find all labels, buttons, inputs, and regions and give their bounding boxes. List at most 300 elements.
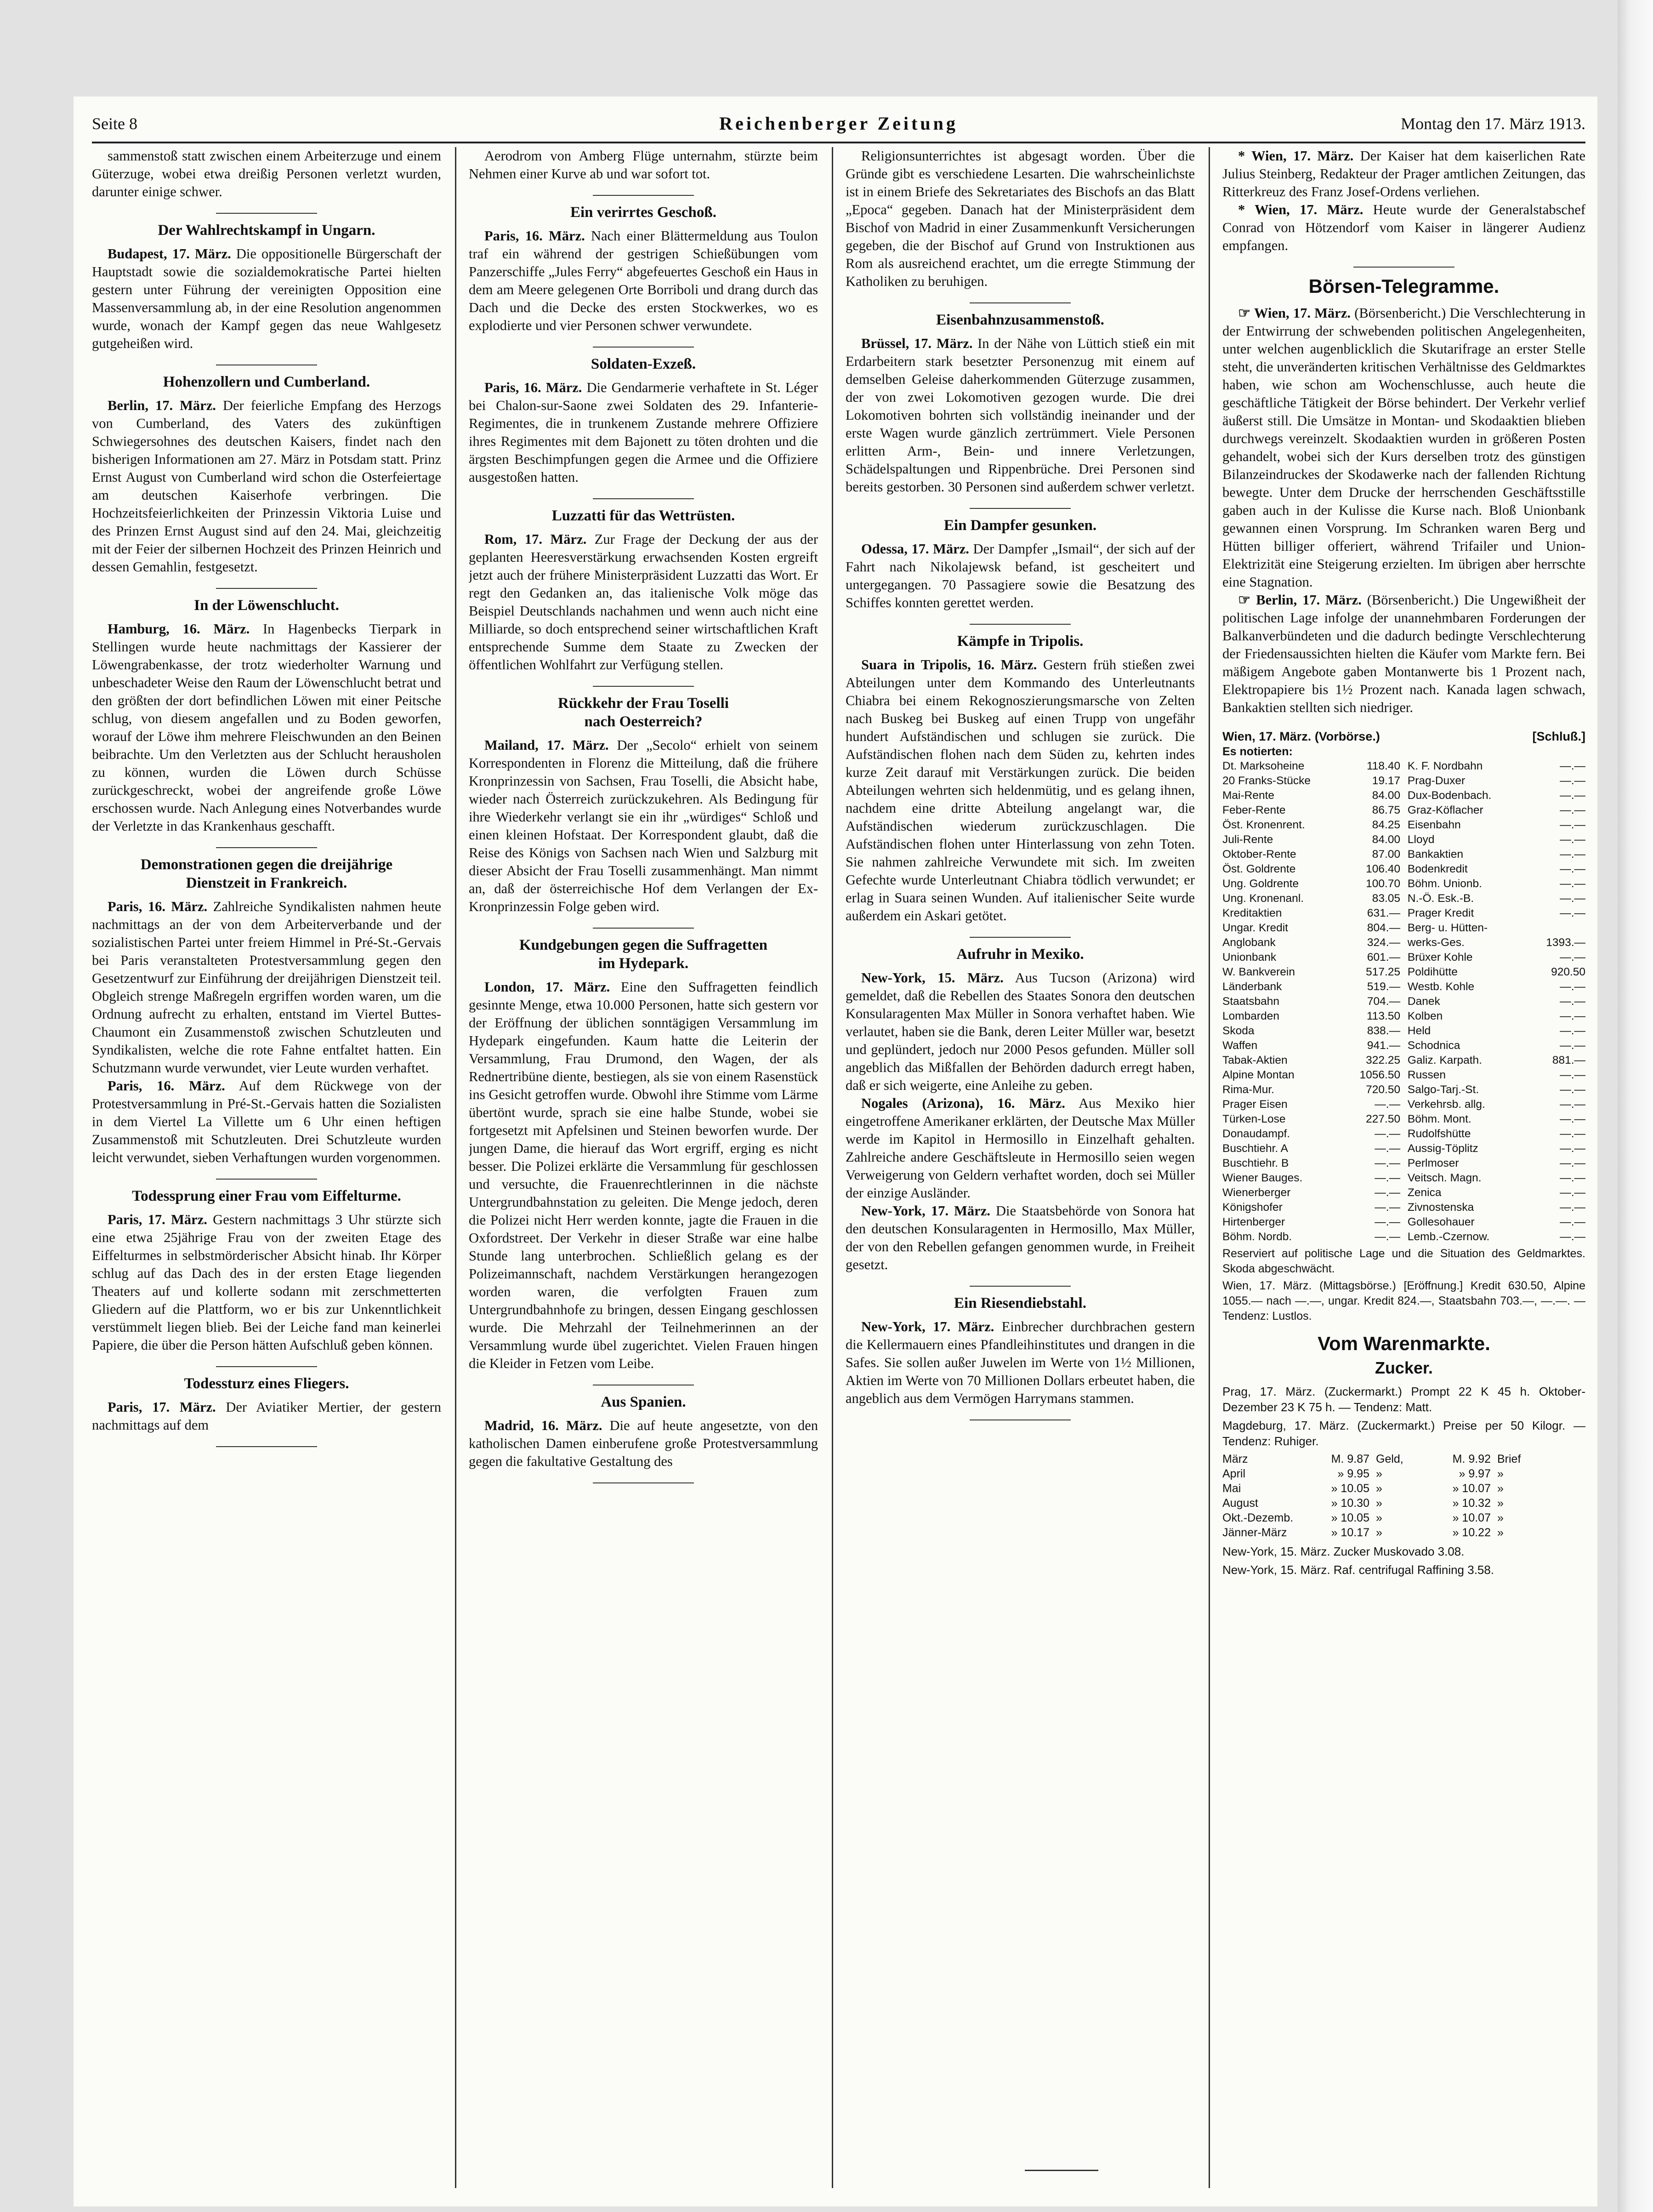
sugar-ask-label: » [1497,1482,1504,1495]
stock-row [1408,965,1585,980]
article-headline [846,1294,1195,1312]
stock-value: —.— [1560,775,1585,787]
stock-row [1222,1171,1400,1186]
paragraph-text: Die Staatsbehörde von Sonora hat den deutschen Konsularagenten in Hermosillo, Max Müller, der von den Rebellen gefangen genommen wurde, in Freiheit gesetzt. [846,1203,1195,1272]
article-headline [92,596,441,615]
stock-value: —.— [1375,1098,1401,1111]
sugar-month: März [1222,1453,1248,1465]
stock-row [1222,862,1400,877]
paragraph-text: Der Aviatiker Mertier, der gestern nachmittags auf dem [92,1399,441,1433]
stock-row [1408,1068,1585,1083]
stock-name: Feber-Rente [1222,804,1286,816]
stock-row [1408,774,1585,788]
sugar-bid-label: » [1376,1511,1382,1524]
stock-row [1222,1215,1400,1230]
sugar-bid: M. 9.87 [1331,1453,1369,1465]
stock-name: Lemb.-Czernow. [1407,1231,1490,1243]
headline-line: Eisenbahnzusammenstoß. [936,312,1104,328]
stock-row [1222,935,1400,950]
dateline: Hamburg, 16. März. [108,621,250,637]
stock-name: Öst. Goldrente [1222,863,1296,875]
headline-line: Luzzatti für das Wettrüsten. [551,507,735,524]
stock-name: Ungar. Kredit [1222,922,1288,934]
stock-row [1222,994,1400,1009]
page-number: Seite 8 [92,114,137,133]
stock-name: Wienerberger [1222,1186,1291,1199]
article [846,147,1195,291]
paragraph-text: In Hagenbecks Tierpark in Stellingen wurde heute nachmittags der Kassierer der Löwengrabenkasse, der trotz wiederholter Warnung und unbeschadeter Weise den Raum der Löwenschlucht betrat und den größten der dort befindlichen Löwen mit einer Peitsche schlug, von diesem angefallen und zu Boden geworfen, worauf der Löwe ihm mehrere Fleischwunden an den Beinen beibrachte. Um den Verletzten aus der Schlucht herausholen zu können, wurden die Löwen durch Schüsse zurückgeschreckt, wobei der angreifende große Löwe erschossen wurde. Nach Anlegung eines Notverbandes wurde der Verletzte in das Krankenhaus geschafft. [92,621,441,834]
paragraph-text: Aus Mexiko hier eingetroffene Amerikaner erklärten, der Deutsche Max Müller werde im Kapitol in Hermosillo in Einzelhaft gehalten. Zahlreiche andere Geschäftsleute in Hermosillo seien wegen Verweigerung von Geldern verhaftet worden, doch sei Müller der einzige Ausländer. [846,1095,1195,1201]
sugar-bid-label: » [1376,1482,1382,1495]
stock-row [1222,774,1400,788]
article-headline [92,373,441,391]
article-headline [846,516,1195,535]
article-paragraph [846,540,1195,612]
stock-name: Unionbank [1222,951,1277,963]
paragraph-text: Die auf heute angesetzte, von den katholischen Damen einberufene große Protestversammlung gegen die fakultative Gestaltung des [469,1418,818,1469]
stock-row [1408,788,1585,803]
stock-row [1408,1186,1585,1200]
stock-value: —.— [1560,1172,1585,1184]
stock-name: Brüxer Kohle [1407,951,1473,963]
sugar-ask: » 10.07 [1452,1511,1491,1524]
stock-value: —.— [1560,833,1585,846]
sugar-bid: » 10.05 [1331,1511,1369,1524]
paragraph-text: Auf dem Rückwege von der Protestversammlung in Pré-St.-Gervais hatten die Sozialisten in dem Viertel La Villette um 6 Uhr einen heftigen Zusammenstoß mit Schutzleuten. Drei Schutzleute wurden leicht verwundet, sieben Verhaftungen wurden vorgenommen. [92,1078,441,1165]
sugar-ask-label: » [1497,1511,1504,1524]
vienna-table-head [1222,729,1585,744]
stock-value: 84.25 [1372,819,1401,831]
article-headline [846,945,1195,963]
article [846,311,1195,496]
sugar-ask: » 9.97 [1459,1467,1491,1480]
dateline: ☞ Wien, 17. März. [1238,305,1351,321]
sugar-bid-label: » [1376,1497,1382,1510]
sugar-bid-label: » [1376,1467,1382,1480]
stock-value: —.— [1560,995,1585,1008]
article-paragraph [846,335,1195,496]
stock-row [1408,1009,1585,1024]
article [92,1374,441,1434]
article [469,355,818,486]
stock-value: 920.50 [1551,966,1585,978]
article-paragraph [469,379,818,486]
headline-line: Ein Dampfer gesunken. [943,517,1097,534]
stock-name: Russen [1407,1069,1446,1081]
stock-value: —.— [1375,1231,1401,1243]
article-separator [970,1286,1071,1287]
dateline: ☞ Berlin, 17. März. [1238,592,1362,608]
stock-value: —.— [1560,1098,1585,1111]
stock-name: Danek [1407,995,1440,1008]
stock-value: 324.— [1367,936,1401,949]
stock-row [1222,1230,1400,1244]
stock-value: —.— [1560,1216,1585,1228]
article-separator [593,686,694,687]
dateline: Nogales (Arizona), 16. März. [861,1095,1065,1111]
vienna-table-note: Es notierten: [1222,745,1293,758]
stock-value: —.— [1375,1157,1401,1169]
stock-name: Prag-Duxer [1407,775,1466,787]
boersen-report [1222,304,1585,717]
sugar-bid-label: » [1376,1526,1382,1539]
stock-name: Verkehrsb. allg. [1407,1098,1485,1111]
stock-name: Oktober-Rente [1222,848,1296,861]
headline-line: nach Oesterreich? [584,713,703,730]
stock-name: W. Bankverein [1222,966,1295,978]
sugar-bid: » 10.05 [1331,1482,1369,1495]
dateline: Brüssel, 17. März. [861,336,973,351]
paragraph-text: Nach einer Blättermeldung aus Toulon traf ein während der gestrigen Schießübungen vom Panzerschiffe „Jules Ferry“ abgefeuertes Geschoß ein Haus in dem am Meere gelegenen Orte Borriboli und drang durch das Dach und die Decke des ersten Stockwerkes, wo es explodierte und vier Personen schwer verwundete. [469,228,818,333]
paragraph-text: Einbrecher durchbrachen gestern die Kellermauern eines Pfandleihinstitutes und drangen in die Safes. Sie sollen außer Juwelen im Werte von 1½ Millionen, Aktien im Werte von 70 Millionen Dollars erbeutet haben, die angeblich aus dem Vermögen Harrymans stammen. [846,1319,1195,1406]
stock-value: —.— [1560,981,1585,993]
dateline: Paris, 16. März. [484,228,585,244]
dateline: New-York, 17. März. [861,1203,990,1219]
stock-row [1408,1024,1585,1038]
sugar-bid: » 10.17 [1331,1526,1369,1539]
stock-value: —.— [1560,1157,1585,1169]
sugar-bid: » 10.30 [1331,1497,1369,1510]
column-rule [455,147,456,2188]
stock-name: Graz-Köflacher [1407,804,1483,816]
stock-name: Rima-Mur. [1222,1083,1274,1096]
stock-name: Bankaktien [1407,848,1464,861]
stock-name: Türken-Lose [1222,1113,1286,1125]
stock-name: Salgo-Tarj.-St. [1407,1083,1479,1096]
article-separator [216,1446,317,1447]
dateline: Paris, 17. März. [108,1399,216,1415]
stock-value: —.— [1560,789,1585,802]
headline-line: Der Wahlrechtskampf in Ungarn. [158,222,375,239]
stock-row [1222,921,1400,935]
dateline: Berlin, 17. März. [108,398,216,413]
article-paragraph [846,969,1195,1095]
column-1 [92,147,441,2188]
article-separator [970,302,1071,303]
stock-row [1408,1112,1585,1127]
stock-name: Wiener Bauges. [1222,1172,1303,1184]
stock-value: —.— [1560,819,1585,831]
article-headline [846,311,1195,329]
article-paragraph [92,245,441,353]
headline-line: Todessturz eines Fliegers. [184,1375,349,1392]
stock-row [1408,906,1585,921]
article-separator [1353,267,1454,268]
stock-row [1408,803,1585,818]
stock-value: 86.75 [1372,804,1401,816]
stock-value: 519.— [1367,981,1401,993]
sugar-month: April [1222,1467,1246,1480]
article [846,1294,1195,1408]
stock-row [1222,1112,1400,1127]
stock-value: —.— [1560,1128,1585,1140]
article-headline [92,1374,441,1393]
dateline: Paris, 16. März. [484,380,582,395]
stock-value: —.— [1560,1069,1585,1081]
stock-row [1408,1200,1585,1215]
article [469,1393,818,1471]
stock-value: —.— [1560,1083,1585,1096]
stock-row [1222,1156,1400,1171]
stock-value: 838.— [1367,1025,1401,1037]
article [469,694,818,916]
article-paragraph [92,397,441,576]
sugar-row [1222,1511,1585,1525]
stock-row [1222,788,1400,803]
sugar-price-table [1222,1452,1585,1540]
paragraph-text: Die oppositionelle Bürgerschaft der Hauptstadt sowie die sozialdemokratische Partei hielten gestern unter Führung der vereinigten Opposition eine Massenversammlung ab, in der eine Resolution angenommen wurde, wonach der Kampf gegen das neue Wahlgesetz gutgeheißen wird. [92,246,441,351]
stock-value: 601.— [1367,951,1401,963]
stock-value: 118.40 [1366,760,1401,772]
stock-value: 87.00 [1372,848,1401,861]
vienna-stock-table [1222,729,1585,1324]
article-paragraph [1222,147,1585,201]
stock-value: —.— [1560,1025,1585,1037]
stock-name: Zenica [1407,1186,1442,1199]
article-separator [970,937,1071,938]
stock-name: Poldihütte [1407,966,1458,978]
paragraph-text: (Börsenbericht.) Die Ungewißheit der politischen Lage infolge der unannehmbaren Forderungen der Balkanverbündeten und die dadurch bedingte Verschlechterung der Friedensaussichten hielten die Käufer vom Markte fern. Bei mäßigem Angebote gaben Montanwerte bis 1 Prozent nach, Elektropapiere bis 1½ Prozent nach. Kanada lagen schwach, Bankaktien stellten sich niedriger. [1222,592,1585,715]
sugar-ask-label: » [1497,1526,1504,1539]
headline-line: In der Löwenschlucht. [194,597,339,614]
magdeburg-sugar-report: Magdeburg, 17. März. (Zuckermarkt.) Preise per 50 Kilogr. — Tendenz: Ruhiger. [1222,1419,1585,1448]
article-separator [593,928,694,929]
article [469,147,818,183]
boersen-section [1222,275,1585,1324]
boersen-paragraph [1222,304,1585,591]
vienna-table-title: Wien, 17. März. (Vorbörse.) [1222,730,1380,743]
article [846,945,1195,1274]
stock-value: 631.— [1367,907,1401,919]
paragraph-text: Religionsunterrichtes ist abgesagt worden. Über die Gründe gibt es verschiedene Lesarten. Die wahrscheinlichste ist in einem Briefe des Sekretariates des Bischofs an das Blatt „Epoca“ gegeben. Danach hat der Ministerpräsident dem Bischof von Madrid in einer Zusammenkunft Versicherungen gegeben, die der Bischof auf Grund von Instruktionen aus Rom als ausreichend erachtet, um die erregte Stimmung der Katholiken zu beruhigen. [846,148,1195,289]
stock-row [1408,994,1585,1009]
stock-row [1408,1141,1585,1156]
article-paragraph [846,1318,1195,1408]
stock-value: —.— [1375,1172,1401,1184]
stock-row [1408,1053,1585,1068]
stock-value: 113.50 [1366,1010,1401,1022]
warenmarkt-section [1222,1332,1585,1578]
stock-name: Donaudampf. [1222,1128,1290,1140]
stock-name: Dt. Marksoheine [1222,760,1305,772]
stock-name: Gollesohauer [1407,1216,1475,1228]
stock-value: 804.— [1367,922,1401,934]
paragraph-text: sammenstoß statt zwischen einem Arbeiterzuge und einem Güterzuge, wobei etwa dreißig Personen verletzt wurden, darunter einige schwer. [92,148,441,200]
column-3 [846,147,1195,2188]
article-headline [469,936,818,973]
stock-value: —.— [1560,1113,1585,1125]
stock-value: —.— [1560,848,1585,861]
article [92,147,441,201]
stock-value: —.— [1560,951,1585,963]
stock-value: 517.25 [1366,966,1401,978]
article-separator [216,1366,317,1367]
stock-row [1222,1141,1400,1156]
article [92,855,441,1167]
stock-row [1222,891,1400,906]
stock-value: 322.25 [1366,1054,1401,1066]
dateline: Budapest, 17. März. [108,246,231,262]
sugar-row [1222,1496,1585,1511]
article-separator [593,195,694,196]
column-rule [1209,147,1210,2188]
stock-value: 106.40 [1366,863,1401,875]
paragraph-text: Heute wurde der Generalstabschef Conrad von Hötzendorf vom Kaiser in längerer Audienz empfangen. [1222,202,1585,253]
stock-value: —.— [1560,863,1585,875]
stock-row [1222,906,1400,921]
stock-value: —.— [1560,892,1585,905]
article [469,507,818,674]
stock-name: Staatsbahn [1222,995,1279,1008]
headline-line: Aus Spanien. [601,1394,686,1410]
sugar-ask: M. 9.92 [1452,1453,1491,1465]
article [846,632,1195,925]
stock-name: Alpine Montan [1222,1069,1295,1081]
paragraph-text: Eine den Suffragetten feindlich gesinnte Menge, etwa 10.000 Personen, hatte sich gestern vor der Eröffnung der üblichen sonntägigen Versammlung im Hydepark eingefunden. Kaum hatte die Leiterin der Versammlung, Frau Drumond, den Wagen, der als Rednertribüne diente, bestiegen, als sie von einem Rasenstück ins Gesicht getroffen wurde. Obwohl ihre Stimme vom Lärme übertönt wurde, sprach sie eine halbe Stunde, wobei sie fortgesetzt mit Apfelsinen und Steinen beworfen wurde. Der jungen Dame, die hierauf das Wort ergriff, erging es nicht besser. Die Polizei erklärte die Versammlung für geschlossen und versuchte, die Frauenrechtlerinnen in die nächste Untergrundbahnstation zu geleiten. Die Menge jedoch, deren die Polizei nicht Herr werden konnte, jagte die Frauen in die Oxfordstreet. Der Verkehr in dieser Straße war eine halbe Stunde lang unterbrochen. Schließlich gelang es der Polizeimannschaft, nachdem Verstärkungen herangezogen worden waren, die verfolgten Frauen zum Untergrundbahnhofe zu bringen, dessen Eingang geschlossen wurde. Die Mehrzahl der Teilnehmerinnen an der Versammlung wurde übel zugerichtet. Vielen Frauen hingen die Kleider in Fetzen vom Leibe. [469,979,818,1371]
stock-row [1408,1097,1585,1112]
sugar-ask: » 10.32 [1452,1497,1491,1510]
stock-name: Held [1407,1025,1431,1037]
paragraph-text: Die Gendarmerie verhaftete in St. Léger bei Chalon-sur-Saone zwei Soldaten des 29. Infanterie-Regimentes, die in trunkenem Zustande mehrere Offiziere ihres Regimentes mit dem Bajonett zu töten drohten und die ärgsten Beschimpfungen gegen die Armee und die Offiziere ausgestoßen hatten. [469,380,818,485]
stock-value: 100.70 [1366,878,1401,890]
stock-name: Schodnica [1407,1039,1460,1052]
article-paragraph [846,656,1195,925]
stock-value: —.— [1560,1010,1585,1022]
headline-line: Todessprung einer Frau vom Eiffelturme. [132,1188,401,1204]
stock-name: Prager Eisen [1222,1098,1288,1111]
paragraph-text: Der Kaiser hat dem kaiserlichen Rate Julius Steinberg, Redakteur der Prager amtlichen Zeitungen, das Ritterkreuz des Franz Josef-Ordens verliehen. [1222,148,1585,200]
stock-row [1408,921,1585,935]
article-paragraph [92,147,441,201]
stock-name: Länderbank [1222,981,1282,993]
headline-line: Hohenzollern und Cumberland. [163,374,370,390]
stock-row [1408,935,1585,950]
stock-value: —.— [1560,760,1585,772]
headline-line: Ein verirrtes Geschoß. [570,204,717,221]
stock-row [1408,1230,1585,1244]
stock-value: 83.05 [1372,892,1401,905]
stock-value: —.— [1560,1039,1585,1052]
article-paragraph [469,736,818,916]
stock-row [1408,832,1585,847]
stock-row [1222,1009,1400,1024]
sugar-ask-label: » [1497,1497,1504,1510]
article-separator [593,498,694,499]
stock-name: Böhm. Mont. [1407,1113,1471,1125]
article-separator [593,1482,694,1483]
dateline: Odessa, 17. März. [861,541,969,557]
article-separator [970,508,1071,509]
stock-name: Westb. Kohle [1407,981,1475,993]
stock-name: Rudolfshütte [1407,1128,1471,1140]
stock-name: Prager Kredit [1407,907,1474,919]
stock-name: Berg- u. Hütten- [1407,922,1488,934]
article-headline [469,694,818,731]
article-separator [593,347,694,348]
article-paragraph [469,978,818,1373]
article-headline [92,855,441,892]
stock-row [1222,803,1400,818]
stock-value: 941.— [1367,1039,1401,1052]
dateline: Madrid, 16. März. [484,1418,602,1433]
stock-row [1408,1171,1585,1186]
stock-name: Lombarden [1222,1010,1279,1022]
dateline: Paris, 16. März. [108,1078,225,1094]
column-rule [832,147,833,2188]
stock-row [1222,1186,1400,1200]
dateline: New-York, 15. März. [861,970,1004,986]
dateline: London, 17. März. [484,979,610,995]
stock-value: 84.00 [1372,789,1401,802]
sugar-ask-label: Brief [1497,1453,1521,1465]
paragraph-text: Gestern nachmittags 3 Uhr stürzte sich eine etwa 25jährige Frau von der zweiten Etage des Eiffelturmes in selbstmörderischer Absicht hinab. Ihr Körper schlug auf das Dach des in der ersten Etage liegenden Theaters auf und kollerte sodann mit zerschmetterten Gliedern auf die Plattform, wo er bis zur Unkenntlichkeit verstümmelt liegen blieb. Bei der Leiche fand man keinerlei Papiere, die über die Person hätten Aufschluß geben können. [92,1212,441,1353]
stock-row [1222,877,1400,891]
stock-row [1408,759,1585,774]
stock-value: —.— [1560,804,1585,816]
article-headline [92,221,441,239]
stock-name: Kolben [1407,1010,1443,1022]
stock-name: K. F. Nordbahn [1407,760,1483,772]
article [846,516,1195,612]
stock-name: Buschtiehr. A [1222,1142,1289,1155]
stock-name: Mai-Rente [1222,789,1275,802]
stock-name: Perlmoser [1407,1157,1459,1169]
stock-table-right [1408,759,1585,1244]
newyork-sugar-report: New-York, 15. März. Raf. centrifugal Raffining 3.58. [1222,1563,1494,1577]
headline-line: Rückkehr der Frau Toselli [558,695,729,712]
article-paragraph [92,620,441,835]
headline-line: Ein Riesendiebstahl. [954,1295,1086,1311]
paragraph-text: Aerodrom von Amberg Flüge unternahm, stürzte beim Nehmen einer Kurve ab und war sofort tot. [469,148,818,182]
stock-row [1222,759,1400,774]
warenmarkt-subtitle: Zucker. [1375,1358,1433,1377]
stock-name: Hirtenberger [1222,1216,1285,1228]
sugar-bid-label: Geld, [1376,1453,1403,1465]
stock-value: —.— [1375,1128,1401,1140]
stock-row [1408,891,1585,906]
stock-name: Lloyd [1407,833,1435,846]
article-headline [469,203,818,222]
stock-value: 1056.50 [1359,1069,1401,1081]
stock-row [1408,980,1585,994]
stock-row [1222,950,1400,965]
article-headline [469,1393,818,1411]
newspaper-title: Reichenberger Zeitung [719,113,958,134]
sugar-month: Okt.-Dezemb. [1222,1511,1294,1524]
stock-name: Ung. Kronenanl. [1222,892,1304,905]
paragraph-text: Der feierliche Empfang des Herzogs von Cumberland, des Vaters des zukünftigen Schwiegersohnes des deutschen Kaisers, findet nach den bisherigen Informationen am 27. März in Potsdam statt. Prinz Ernst August von Cumberland wird schon die Osterfeiertage am deutschen Kaiserhofe verbringen. Die Hochzeitsfeierlichkeiten der Prinzessin Viktoria Luise und des Prinzen Ernst August sind auf den 24. Mai, gleichzeitig mit der Feier der silbernen Hochzeit des Prinzen Heinrich und dessen Gemahlin, festgesetzt. [92,398,441,575]
newyork-sugar-report: New-York, 15. März. Zucker Muskovado 3.08. [1222,1545,1465,1558]
article [469,936,818,1373]
vienna-table-close: [Schluß.] [1532,730,1585,743]
article-paragraph [846,1202,1195,1274]
stock-row [1222,818,1400,832]
sugar-month: August [1222,1497,1258,1510]
dateline: Mailand, 17. März. [484,737,609,753]
stock-name: Öst. Kronenrent. [1222,819,1305,831]
stock-value: —.— [1560,1231,1585,1243]
article-paragraph [469,530,818,674]
article-separator [216,588,317,589]
paragraph-text: Zur Frage der Deckung der aus der geplanten Heeresverstärkung erwachsenden Kosten ergreift jetzt auch der frühere Ministerpräsident Luzzatti das Wort. Er regt den Gedanken an, das italienische Volk möge das Beispiel Deutschlands nachahmen und wenn auch nicht eine Milliarde, so doch entsprechend seiner wirtschaftlichen Kraft entsprechende Summe dem Staate zu Zwecken der öffentlichen Wohlfahrt zur Verfügung stellen. [469,531,818,673]
paragraph-text: Zahlreiche Syndikalisten nahmen heute nachmittags an der von dem Arbeiterverbande und der sozialistischen Partei unter freiem Himmel in Pré-St.-Gervais bei Paris veranstalteten Protestversammlung gegen den Gesetzentwurf zur Einführung der dreijährigen Dienstzeit teil. Obgleich strenge Maßregeln ergriffen worden waren, um die Ordnung aufrecht zu erhalten, entstand im Viertel Buttes-Chaumont ein Zusammenstoß zwischen Schutzleuten und Syndikalisten, welche die rote Fahne entfaltet hatten. Ein Schutzmann wurde verwundet, vier Leute wurden verhaftet. [92,899,441,1076]
scan-border [1618,0,1653,2212]
stock-value: 704.— [1367,995,1401,1008]
stock-row [1222,1068,1400,1083]
sugar-row [1222,1452,1585,1466]
dateline: Rom, 17. März. [484,531,587,547]
stock-name: Kreditaktien [1222,907,1282,919]
